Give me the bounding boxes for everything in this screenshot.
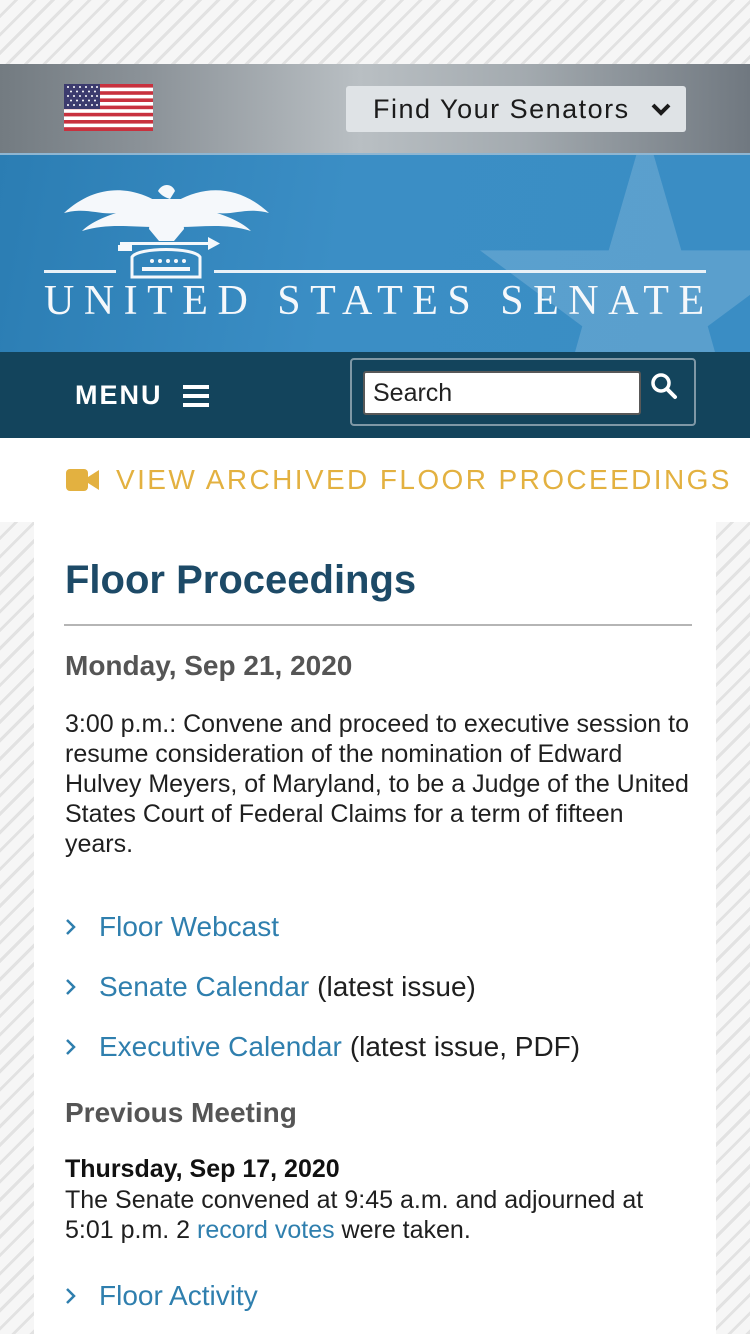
menu-hamburger-icon (183, 385, 209, 407)
chevron-right-icon (65, 917, 77, 937)
floor-webcast-link[interactable]: Floor Webcast (99, 911, 279, 942)
title-divider (64, 624, 692, 626)
previous-meeting-text-after: were taken. (334, 1216, 471, 1244)
find-senators-select[interactable] (346, 86, 686, 132)
us-flag-icon (64, 84, 153, 131)
previous-meeting-text-before: The Senate convened at 9:45 a.m. and adjourned at 5:01 p.m. 2 (65, 1186, 644, 1244)
menu-button[interactable] (75, 380, 209, 411)
side-stripes-right (716, 522, 750, 1334)
chevron-right-icon (65, 977, 77, 997)
chevron-right-icon (65, 1286, 77, 1306)
page-title: Floor Proceedings (65, 558, 417, 602)
page-background-stripes (0, 0, 750, 64)
resource-links (65, 897, 695, 1077)
chevron-down-icon (650, 99, 672, 119)
executive-calendar-link[interactable]: Executive Calendar (99, 1031, 342, 1062)
list-item (65, 957, 695, 1017)
previous-meeting-date: Thursday, Sep 17, 2020 (65, 1155, 340, 1183)
chevron-right-icon (65, 1037, 77, 1057)
senate-calendar-note: (latest issue) (317, 971, 476, 1002)
archive-bar (0, 438, 750, 522)
senate-wordmark: UNITED STATES SENATE (44, 278, 714, 324)
previous-meeting-summary (65, 1185, 695, 1245)
senate-banner[interactable] (0, 155, 750, 352)
find-senators-label: Find Your Senators (373, 93, 630, 124)
floor-activity-link[interactable]: Floor Activity (99, 1280, 258, 1311)
floor-activity-item (65, 1280, 258, 1312)
list-item (65, 1017, 695, 1077)
banner-rule-left (44, 270, 116, 273)
menu-label: MENU (75, 380, 163, 410)
search-form (350, 358, 696, 426)
previous-meeting-heading: Previous Meeting (65, 1097, 297, 1128)
banner-rule-right (214, 270, 706, 273)
view-archived-floor-proceedings-link[interactable]: VIEW ARCHIVED FLOOR PROCEEDINGS (116, 464, 732, 495)
eagle-seal-icon (58, 179, 273, 281)
session-summary: 3:00 p.m.: Convene and proceed to executive session to resume consideration of the nomination of Edward Hulvey Meyers, of Maryland, to be a Judge of the United States Court of Federal Claims for a term of fifteen years. (65, 710, 689, 858)
utility-bar (0, 64, 750, 155)
search-icon[interactable] (650, 372, 678, 400)
video-camera-icon (66, 468, 99, 492)
side-stripes-left (0, 522, 34, 1334)
session-date: Monday, Sep 21, 2020 (65, 650, 353, 681)
record-votes-link[interactable]: record votes (197, 1216, 335, 1244)
main-nav-bar (0, 352, 750, 438)
executive-calendar-note: (latest issue, PDF) (349, 1031, 581, 1062)
senate-calendar-link[interactable]: Senate Calendar (99, 971, 310, 1002)
search-input[interactable] (363, 371, 641, 415)
main-content (34, 522, 716, 1334)
list-item (65, 897, 695, 957)
